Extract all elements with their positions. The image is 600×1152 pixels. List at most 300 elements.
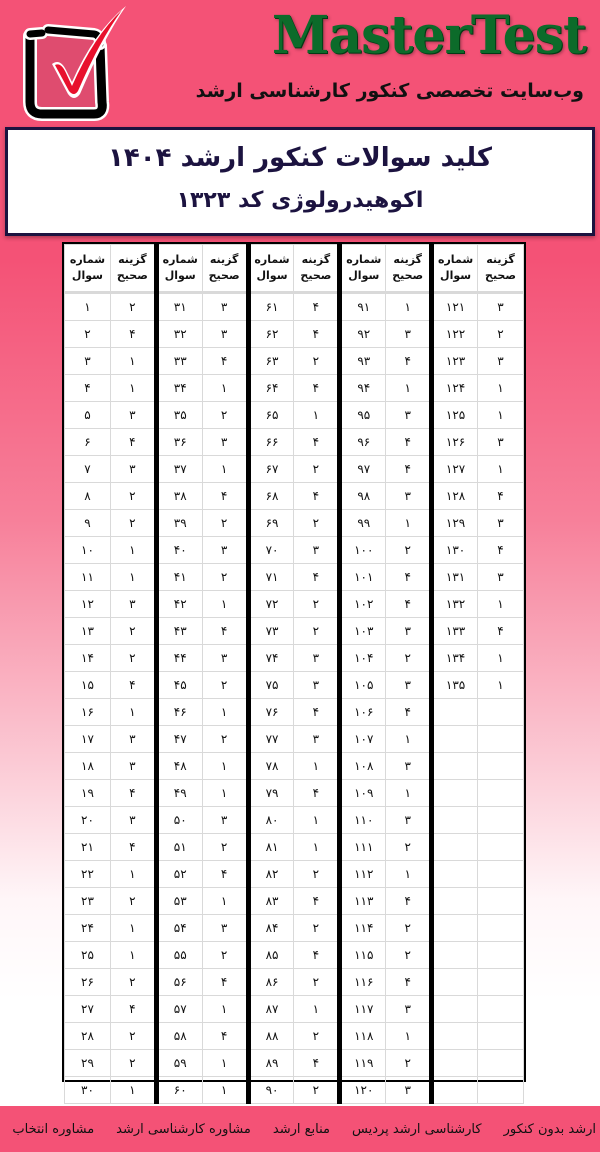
question-number-cell: ۸ [65, 483, 111, 510]
question-number-cell [432, 1023, 478, 1050]
table-row [65, 402, 524, 429]
correct-option-cell: ۱ [202, 753, 248, 780]
question-number-cell: ۱۱۳ [340, 888, 386, 915]
question-number-cell [432, 753, 478, 780]
checkbox-checkmark-icon[interactable] [14, 2, 132, 122]
correct-option-cell: ۴ [294, 1050, 340, 1077]
question-number-cell: ۳۸ [156, 483, 202, 510]
correct-option-cell: ۳ [202, 293, 248, 321]
correct-option-cell: ۳ [386, 807, 432, 834]
question-number-cell: ۴۹ [156, 780, 202, 807]
table-row [65, 726, 524, 753]
question-number-cell: ۳۴ [156, 375, 202, 402]
correct-option-cell: ۴ [294, 699, 340, 726]
question-number-cell: ۶ [65, 429, 111, 456]
question-number-cell: ۲۹ [65, 1050, 111, 1077]
correct-option-cell: ۴ [202, 483, 248, 510]
correct-option-cell: ۳ [110, 456, 156, 483]
correct-option-cell: ۲ [294, 510, 340, 537]
table-row [65, 1077, 524, 1104]
correct-option-cell [478, 753, 524, 780]
correct-option-cell: ۳ [202, 807, 248, 834]
correct-option-cell: ۳ [294, 645, 340, 672]
question-number-cell [432, 969, 478, 996]
table-row [65, 645, 524, 672]
correct-option-cell: ۱ [386, 293, 432, 321]
correct-option-cell: ۲ [202, 942, 248, 969]
question-number-cell: ۱۱۰ [340, 807, 386, 834]
correct-option-cell: ۱ [386, 780, 432, 807]
question-number-cell: ۴۵ [156, 672, 202, 699]
question-number-cell: ۱۳۳ [432, 618, 478, 645]
correct-option-cell: ۱ [202, 591, 248, 618]
question-number-cell: ۱۲۸ [432, 483, 478, 510]
correct-option-cell: ۴ [386, 699, 432, 726]
question-number-cell [432, 699, 478, 726]
question-number-cell: ۹۵ [340, 402, 386, 429]
correct-option-cell: ۴ [110, 429, 156, 456]
question-number-cell: ۵۰ [156, 807, 202, 834]
question-number-cell [432, 915, 478, 942]
question-number-cell: ۱۲۳ [432, 348, 478, 375]
table-row [65, 753, 524, 780]
correct-option-cell: ۲ [294, 348, 340, 375]
question-number-cell: ۸۵ [248, 942, 294, 969]
correct-option-cell: ۲ [294, 591, 340, 618]
correct-option-cell: ۳ [386, 483, 432, 510]
question-number-cell: ۱۷ [65, 726, 111, 753]
question-number-cell: ۸۶ [248, 969, 294, 996]
table-row [65, 969, 524, 996]
correct-option-cell: ۴ [386, 348, 432, 375]
correct-option-cell: ۱ [478, 645, 524, 672]
question-number-cell: ۶۷ [248, 456, 294, 483]
correct-option-cell: ۲ [110, 510, 156, 537]
correct-option-cell [478, 834, 524, 861]
table-row [65, 780, 524, 807]
question-number-cell: ۷۵ [248, 672, 294, 699]
correct-option-cell: ۱ [386, 1023, 432, 1050]
correct-option-cell: ۳ [478, 348, 524, 375]
correct-option-cell: ۲ [294, 969, 340, 996]
correct-option-cell: ۱ [202, 996, 248, 1023]
correct-option-cell [478, 915, 524, 942]
question-number-cell: ۵ [65, 402, 111, 429]
correct-option-cell: ۴ [294, 321, 340, 348]
question-number-cell: ۹۴ [340, 375, 386, 402]
correct-option-cell [478, 861, 524, 888]
correct-option-cell: ۴ [386, 456, 432, 483]
question-number-cell: ۲۵ [65, 942, 111, 969]
correct-option-cell: ۲ [294, 456, 340, 483]
table-row [65, 888, 524, 915]
correct-option-cell: ۴ [478, 537, 524, 564]
question-number-cell [432, 1077, 478, 1104]
question-number-cell: ۱۲۵ [432, 402, 478, 429]
question-number-cell: ۷۱ [248, 564, 294, 591]
correct-option-cell: ۴ [110, 321, 156, 348]
footer-nav [0, 1106, 600, 1152]
table-row [65, 483, 524, 510]
correct-option-cell [478, 942, 524, 969]
question-number-cell: ۱۰۵ [340, 672, 386, 699]
correct-option-cell [478, 1050, 524, 1077]
question-number-cell [432, 1050, 478, 1077]
correct-option-cell: ۳ [386, 672, 432, 699]
question-number-cell: ۱۱۶ [340, 969, 386, 996]
question-number-cell: ۶۲ [248, 321, 294, 348]
question-number-cell: ۷۲ [248, 591, 294, 618]
header-question-number: شماره سوال [65, 245, 111, 293]
question-number-cell: ۴۱ [156, 564, 202, 591]
correct-option-cell: ۴ [202, 618, 248, 645]
correct-option-cell [478, 780, 524, 807]
question-number-cell: ۶۸ [248, 483, 294, 510]
question-number-cell: ۷۶ [248, 699, 294, 726]
question-number-cell: ۵۵ [156, 942, 202, 969]
correct-option-cell: ۳ [202, 321, 248, 348]
correct-option-cell: ۱ [294, 807, 340, 834]
header-correct-option: گزینه صحیح [110, 245, 156, 293]
question-number-cell: ۷۷ [248, 726, 294, 753]
correct-option-cell: ۳ [386, 753, 432, 780]
correct-option-cell [478, 1077, 524, 1104]
correct-option-cell: ۲ [386, 537, 432, 564]
question-number-cell: ۶۳ [248, 348, 294, 375]
question-number-cell: ۴۰ [156, 537, 202, 564]
correct-option-cell: ۲ [386, 834, 432, 861]
correct-option-cell: ۳ [386, 996, 432, 1023]
correct-option-cell: ۴ [294, 888, 340, 915]
correct-option-cell: ۴ [478, 483, 524, 510]
question-number-cell: ۱ [65, 293, 111, 321]
correct-option-cell: ۱ [386, 861, 432, 888]
question-number-cell [432, 726, 478, 753]
table-row [65, 429, 524, 456]
question-number-cell: ۱۰ [65, 537, 111, 564]
question-number-cell: ۲۳ [65, 888, 111, 915]
question-number-cell: ۹۷ [340, 456, 386, 483]
correct-option-cell: ۲ [202, 672, 248, 699]
correct-option-cell [478, 699, 524, 726]
table-row [65, 861, 524, 888]
question-number-cell: ۱۱۹ [340, 1050, 386, 1077]
question-number-cell [432, 807, 478, 834]
question-number-cell: ۱۲۶ [432, 429, 478, 456]
correct-option-cell: ۲ [110, 483, 156, 510]
correct-option-cell: ۱ [110, 375, 156, 402]
correct-option-cell: ۲ [110, 293, 156, 321]
correct-option-cell: ۱ [110, 537, 156, 564]
question-number-cell: ۱۰۹ [340, 780, 386, 807]
page-title-box [5, 127, 595, 236]
question-number-cell: ۵۱ [156, 834, 202, 861]
correct-option-cell: ۱ [110, 1077, 156, 1104]
question-number-cell [432, 834, 478, 861]
question-number-cell: ۹۳ [340, 348, 386, 375]
table-row [65, 807, 524, 834]
question-number-cell: ۷۹ [248, 780, 294, 807]
question-number-cell: ۱۳ [65, 618, 111, 645]
table-row [65, 915, 524, 942]
table-row [65, 564, 524, 591]
table-row [65, 591, 524, 618]
correct-option-cell: ۱ [294, 402, 340, 429]
question-number-cell: ۱۱۱ [340, 834, 386, 861]
correct-option-cell: ۲ [386, 645, 432, 672]
correct-option-cell: ۴ [294, 375, 340, 402]
question-number-cell: ۱۳۵ [432, 672, 478, 699]
correct-option-cell: ۴ [386, 591, 432, 618]
correct-option-cell: ۳ [386, 402, 432, 429]
correct-option-cell: ۱ [202, 1077, 248, 1104]
correct-option-cell: ۱ [294, 834, 340, 861]
correct-option-cell: ۲ [202, 834, 248, 861]
correct-option-cell: ۲ [294, 915, 340, 942]
correct-option-cell: ۱ [386, 726, 432, 753]
question-number-cell: ۸۲ [248, 861, 294, 888]
correct-option-cell: ۲ [294, 618, 340, 645]
question-number-cell: ۱۹ [65, 780, 111, 807]
correct-option-cell: ۲ [294, 1077, 340, 1104]
correct-option-cell: ۱ [110, 915, 156, 942]
page-subtitle: اکوهیدرولوژی کد ۱۳۲۳ [176, 188, 424, 213]
question-number-cell: ۱۲۱ [432, 293, 478, 321]
table-row [65, 321, 524, 348]
header-correct-option: گزینه صحیح [478, 245, 524, 293]
table-row [65, 348, 524, 375]
question-number-cell: ۸۹ [248, 1050, 294, 1077]
correct-option-cell: ۳ [110, 726, 156, 753]
correct-option-cell [478, 888, 524, 915]
site-tagline: وب‌سایت تخصصی کنکور کارشناسی ارشد [195, 80, 584, 102]
correct-option-cell: ۳ [110, 753, 156, 780]
question-number-cell: ۳۶ [156, 429, 202, 456]
question-number-cell: ۶۹ [248, 510, 294, 537]
table-row [65, 510, 524, 537]
correct-option-cell: ۴ [110, 780, 156, 807]
question-number-cell: ۱۳۴ [432, 645, 478, 672]
question-number-cell: ۳۱ [156, 293, 202, 321]
correct-option-cell: ۳ [386, 1077, 432, 1104]
correct-option-cell: ۲ [110, 645, 156, 672]
question-number-cell: ۱۰۴ [340, 645, 386, 672]
question-number-cell [432, 780, 478, 807]
table-row [65, 375, 524, 402]
question-number-cell: ۱۳۰ [432, 537, 478, 564]
question-number-cell: ۹۱ [340, 293, 386, 321]
correct-option-cell: ۳ [294, 537, 340, 564]
question-number-cell: ۸۳ [248, 888, 294, 915]
question-number-cell: ۲۸ [65, 1023, 111, 1050]
question-number-cell: ۲ [65, 321, 111, 348]
question-number-cell: ۸۴ [248, 915, 294, 942]
question-number-cell [432, 888, 478, 915]
correct-option-cell: ۱ [202, 699, 248, 726]
correct-option-cell: ۴ [294, 293, 340, 321]
correct-option-cell: ۱ [478, 402, 524, 429]
table-row [65, 456, 524, 483]
correct-option-cell: ۴ [202, 1023, 248, 1050]
correct-option-cell: ۲ [110, 618, 156, 645]
question-number-cell: ۷ [65, 456, 111, 483]
footer-link-moshavere-entekhab[interactable]: مشاوره انتخاب [12, 1121, 95, 1137]
footer-link-arshad-pardis[interactable]: کارشناسی ارشد پردیس [352, 1121, 482, 1137]
question-number-cell: ۱۰۳ [340, 618, 386, 645]
answer-key-grid [64, 244, 524, 1104]
question-number-cell: ۸۱ [248, 834, 294, 861]
question-number-cell: ۱۳۲ [432, 591, 478, 618]
correct-option-cell: ۴ [110, 834, 156, 861]
table-row [65, 672, 524, 699]
question-number-cell [432, 861, 478, 888]
correct-option-cell: ۳ [386, 618, 432, 645]
question-number-cell: ۹۰ [248, 1077, 294, 1104]
question-number-cell: ۴۶ [156, 699, 202, 726]
question-number-cell: ۳۳ [156, 348, 202, 375]
correct-option-cell: ۳ [294, 672, 340, 699]
correct-option-cell: ۴ [110, 996, 156, 1023]
question-number-cell: ۵۸ [156, 1023, 202, 1050]
header-correct-option: گزینه صحیح [202, 245, 248, 293]
correct-option-cell: ۴ [202, 969, 248, 996]
correct-option-cell: ۳ [478, 293, 524, 321]
footer-link-manabe-arshad[interactable]: منابع ارشد [272, 1121, 330, 1137]
question-number-cell: ۱۱ [65, 564, 111, 591]
table-row [65, 1050, 524, 1077]
correct-option-cell: ۴ [110, 672, 156, 699]
question-number-cell: ۲۶ [65, 969, 111, 996]
correct-option-cell: ۳ [478, 429, 524, 456]
correct-option-cell: ۲ [386, 942, 432, 969]
correct-option-cell: ۲ [202, 402, 248, 429]
table-header-row [65, 245, 524, 293]
question-number-cell: ۱۴ [65, 645, 111, 672]
correct-option-cell: ۳ [110, 807, 156, 834]
question-number-cell: ۶۶ [248, 429, 294, 456]
correct-option-cell: ۴ [202, 348, 248, 375]
question-number-cell: ۳ [65, 348, 111, 375]
table-row [65, 942, 524, 969]
question-number-cell: ۳۷ [156, 456, 202, 483]
question-number-cell: ۷۳ [248, 618, 294, 645]
correct-option-cell: ۱ [202, 888, 248, 915]
question-number-cell: ۲۷ [65, 996, 111, 1023]
question-number-cell: ۱۰۲ [340, 591, 386, 618]
question-number-cell: ۳۵ [156, 402, 202, 429]
question-number-cell: ۱۰۶ [340, 699, 386, 726]
brand-logo-text[interactable]: MasterTest [271, 5, 586, 66]
table-row [65, 996, 524, 1023]
footer-link-moshavere-arshad[interactable]: مشاوره کارشناسی ارشد [116, 1121, 251, 1137]
table-row [65, 537, 524, 564]
question-number-cell: ۹۹ [340, 510, 386, 537]
question-number-cell: ۵۹ [156, 1050, 202, 1077]
question-number-cell: ۷۰ [248, 537, 294, 564]
correct-option-cell: ۳ [202, 429, 248, 456]
correct-option-cell: ۲ [202, 564, 248, 591]
question-number-cell: ۱۲۲ [432, 321, 478, 348]
question-number-cell: ۱۵ [65, 672, 111, 699]
question-number-cell: ۹۲ [340, 321, 386, 348]
correct-option-cell: ۳ [202, 537, 248, 564]
question-number-cell: ۱۱۵ [340, 942, 386, 969]
question-number-cell: ۴۲ [156, 591, 202, 618]
correct-option-cell: ۱ [110, 861, 156, 888]
correct-option-cell [478, 807, 524, 834]
question-number-cell: ۱۱۲ [340, 861, 386, 888]
question-number-cell: ۱۲۷ [432, 456, 478, 483]
correct-option-cell: ۱ [202, 1050, 248, 1077]
question-number-cell: ۴۸ [156, 753, 202, 780]
question-number-cell: ۸۸ [248, 1023, 294, 1050]
correct-option-cell: ۲ [202, 726, 248, 753]
question-number-cell: ۵۴ [156, 915, 202, 942]
question-number-cell: ۲۴ [65, 915, 111, 942]
page-title: کلید سوالات کنکور ارشد ۱۴۰۴ [108, 143, 492, 173]
correct-option-cell: ۱ [110, 564, 156, 591]
table-row [65, 1023, 524, 1050]
correct-option-cell [478, 1023, 524, 1050]
question-number-cell: ۶۵ [248, 402, 294, 429]
correct-option-cell: ۱ [202, 375, 248, 402]
question-number-cell: ۷۸ [248, 753, 294, 780]
header-question-number: شماره سوال [156, 245, 202, 293]
correct-option-cell: ۲ [386, 1050, 432, 1077]
question-number-cell: ۸۷ [248, 996, 294, 1023]
correct-option-cell: ۱ [478, 672, 524, 699]
header-correct-option: گزینه صحیح [294, 245, 340, 293]
question-number-cell: ۲۰ [65, 807, 111, 834]
question-number-cell: ۱۲۴ [432, 375, 478, 402]
table-row [65, 293, 524, 321]
answer-key-table [62, 242, 526, 1097]
correct-option-cell: ۲ [386, 915, 432, 942]
correct-option-cell: ۱ [110, 699, 156, 726]
correct-option-cell: ۴ [294, 429, 340, 456]
question-number-cell: ۹۸ [340, 483, 386, 510]
correct-option-cell: ۳ [202, 915, 248, 942]
correct-option-cell [478, 969, 524, 996]
question-number-cell: ۵۶ [156, 969, 202, 996]
correct-option-cell: ۴ [386, 969, 432, 996]
question-number-cell: ۱۰۰ [340, 537, 386, 564]
question-number-cell: ۲۱ [65, 834, 111, 861]
correct-option-cell: ۳ [110, 402, 156, 429]
header-correct-option: گزینه صحیح [386, 245, 432, 293]
correct-option-cell: ۲ [110, 969, 156, 996]
header-question-number: شماره سوال [248, 245, 294, 293]
question-number-cell: ۲۲ [65, 861, 111, 888]
correct-option-cell: ۳ [110, 591, 156, 618]
correct-option-cell: ۱ [478, 375, 524, 402]
correct-option-cell: ۳ [478, 510, 524, 537]
question-number-cell: ۱۰۱ [340, 564, 386, 591]
correct-option-cell: ۴ [294, 483, 340, 510]
correct-option-cell: ۳ [294, 726, 340, 753]
correct-option-cell: ۱ [478, 591, 524, 618]
question-number-cell: ۶۱ [248, 293, 294, 321]
question-number-cell: ۶۴ [248, 375, 294, 402]
question-number-cell: ۴۳ [156, 618, 202, 645]
question-number-cell: ۸۰ [248, 807, 294, 834]
question-number-cell: ۵۳ [156, 888, 202, 915]
correct-option-cell: ۴ [478, 618, 524, 645]
question-number-cell: ۴۴ [156, 645, 202, 672]
correct-option-cell: ۲ [294, 1023, 340, 1050]
footer-link-arshad-bedoon-konkur[interactable]: ارشد بدون کنکور [503, 1121, 596, 1137]
question-number-cell: ۱۶ [65, 699, 111, 726]
